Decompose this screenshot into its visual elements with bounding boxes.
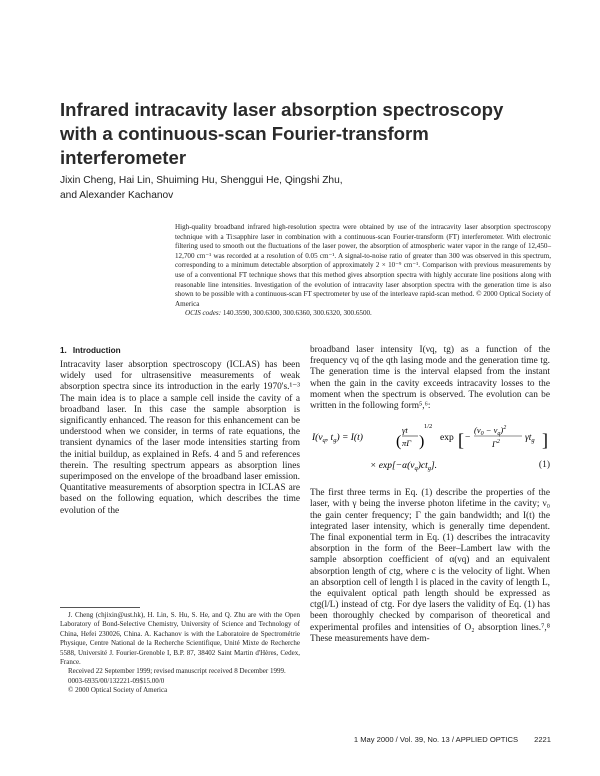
left-column — [60, 345, 300, 517]
eq-pi-gamma: πΓ — [402, 438, 412, 449]
footnote-received: Received 22 September 1999; revised manuscript received 8 December 1999. — [68, 667, 286, 676]
footnote-code: 0003-6935/00/132221-09$15.00/0 — [68, 676, 165, 685]
footnote-rule — [60, 607, 140, 608]
equation-number: (1) — [538, 460, 550, 471]
authors-line-1: Jixin Cheng, Hai Lin, Shuiming Hu, Shenggui He, Qingshi Zhu, — [60, 175, 343, 186]
eq-bracket-close: ] — [542, 430, 548, 451]
svg-text:× exp[−α(νq)ctg].: × $\exp[-\alpha(\nu_q)ct_g]$. — [370, 461, 438, 473]
eq-sub-0: 0 — [480, 431, 484, 438]
ocis-label: OCIS codes: — [185, 309, 222, 318]
title-line-1: Infrared intracavity laser absorption spectroscopy — [60, 99, 504, 120]
eq-sq: 2 — [503, 425, 507, 432]
title-line-2: with a continuous-scan Fourier-transform interferometer — [60, 123, 429, 168]
eq-lhs: I(ν — [312, 433, 323, 444]
footnote-affiliations: J. Cheng (chjixin@ust.hk), H. Lin, S. Hu, S. He, and Q. Zhu are with the Open Laboratory of Bond-Selective Chemistry, University of Science and Technology of China, Hefei 230026, China. A. Kachanov is with the Laboratoire de Spectrométrie Physique, Centre National de la Recherche Scientifique, Unité Mixte de Recherche 5588, Université J. Fourier-Grenoble I, B.P. 87, 38402 Saint Martin d'Hères, Cedex, France. — [60, 611, 300, 667]
eq-sub-q: q — [322, 437, 326, 445]
section-title: Introduction — [72, 346, 121, 355]
eq-paren-close: ) — [419, 433, 425, 451]
eq-minus-nu: − ν — [483, 425, 498, 436]
eq-sep: , t — [325, 433, 334, 444]
svg-text:γtg: $\gamma t_g$ — [525, 433, 535, 445]
eq-minus-sign: − — [465, 433, 471, 444]
eq-sub-g: g — [333, 437, 337, 445]
eq-tail: γt — [525, 433, 532, 444]
eq-power-half: 1/2 — [424, 423, 433, 431]
abstract-text: High-quality broadband infrared high-resolution spectra were obtained by use of the intracavity laser absorption spectroscopy technique with a Ti:sapphire laser in combination with a continuous-scan Fourier-transform (FT) interferometer. With electronic filtering used to smooth out the fluctuations of the laser power, the absorption of atmospheric water vapor in the range of 12,450–12,700 cm⁻¹ was recorded at a resolution of 0.05 cm⁻¹. A signal-to-noise ratio of greater than 300 was observed in this spectrum, corresponding to a minimum detectable absorption of approximately 2 × 10⁻⁹ cm⁻¹. Comparison with previous measurements by use of a conventional FT technique shows that this method gives absorption spectra with highly accurate line positions along with reasonable line intensities. Investigation of the evolution of intracavity laser absorption spectra with the generation time is also shown to be possible with a continuous-scan FT spectrometer by use of the interleave rapid-scan method. © 2000 Optical Society of America — [175, 223, 551, 308]
equation-1 — [310, 418, 550, 482]
equation-graphic — [310, 418, 550, 482]
section-number: 1. — [60, 346, 67, 355]
journal-info: 1 May 2000 / Vol. 39, No. 13 / APPLIED OPTICS — [353, 735, 519, 744]
eq-line2b: )ct — [417, 461, 428, 472]
eq-line2: × exp[−α(ν — [370, 461, 415, 472]
eq-gamma-t: γt — [402, 425, 408, 436]
footnote-copyright: © 2000 Optical Society of America — [68, 686, 168, 695]
article-title — [60, 98, 560, 170]
eq-paren-open: ( — [396, 433, 402, 451]
eq-bracket-open: [ — [458, 430, 464, 451]
page-footer — [354, 735, 551, 744]
eq-line2c: ]. — [430, 461, 438, 472]
svg-text:(ν0 − νq)2: $(\nu_0 - \nu_q)^2$ — [474, 425, 507, 438]
author-list — [60, 173, 480, 203]
footnote — [60, 611, 300, 696]
right-paragraph-1: broadband laser intensity I(νq, tg) as a function of the frequency νq of the qth lasing mode and the generation time tg. The generation time is the interval elapsed from the instant when the gain in the cavity exceeds intracavity losses to the moment when the spectrum is observed. The evolution can be written in the following form⁵,⁶: — [310, 345, 550, 412]
eq-equal: ) = I(t) — [336, 433, 363, 444]
authors-line-2: and Alexander Kachanov — [60, 190, 174, 201]
eq-num: (ν — [474, 425, 481, 436]
eq-exp: exp — [440, 433, 454, 444]
svg-text:I(νq, tg) = I(t) — [311, 432, 363, 444]
section-heading — [60, 345, 300, 357]
right-paragraph-2: The first three terms in Eq. (1) describe the properties of the laser, with γ being the inverse photon lifetime in the cavity; ν₀ the gain center frequency; Γ the gain bandwidth; and I(t) the integrated laser intensity, which is generally time dependent. The final exponential term in Eq. (1) describes the intracavity absorption in the form of the Beer–Lambert law with the sample absorption coefficient of α(νq) and an equivalent absorption length of ctg, where c is the velocity of light. When an absorption cell of length l is placed in the cavity of length L, the equivalent optical path length should be expressed as ctg(l/L) instead of ctg. For dye lasers the validity of Eq. (1) has been thoroughly checked by comparison of theoretical and experimental profiles and intensities of O₂ absorption lines.⁷,⁸ These measurements have dem- — [310, 488, 550, 644]
right-column — [310, 345, 550, 645]
intro-paragraph: Intracavity laser absorption spectroscopy (ICLAS) has been widely used for ultrasensitive measurements of weak absorption spectra since its introduction in the early 1970's.¹⁻³ The main idea is to place a sample cell inside the cavity of a broadband laser. In this case the sample absorption is significantly enhanced. The reason for this enhancement can be understood when we consider, in terms of rate equations, the transient dynamics of the laser mode intensities starting from the initial buildup, as explained in Refs. 4 and 5 and references therein. The resulting spectrum appears as absorption lines superimposed on the envelope of the broadband laser emission. Quantitative measurements of absorption spectra in ICLAS are based on the following equation, which describes the time evolution of the — [60, 360, 300, 516]
ocis-values: 140.3590, 300.6300, 300.6360, 300.6320, 300.6500. — [222, 309, 372, 318]
svg-text:Γ2: $\Gamma^2$ — [492, 439, 500, 450]
eq-gamma-denom: Γ — [492, 439, 497, 450]
page-number: 2221 — [534, 735, 551, 744]
abstract — [175, 223, 551, 319]
ocis-codes — [175, 309, 551, 319]
